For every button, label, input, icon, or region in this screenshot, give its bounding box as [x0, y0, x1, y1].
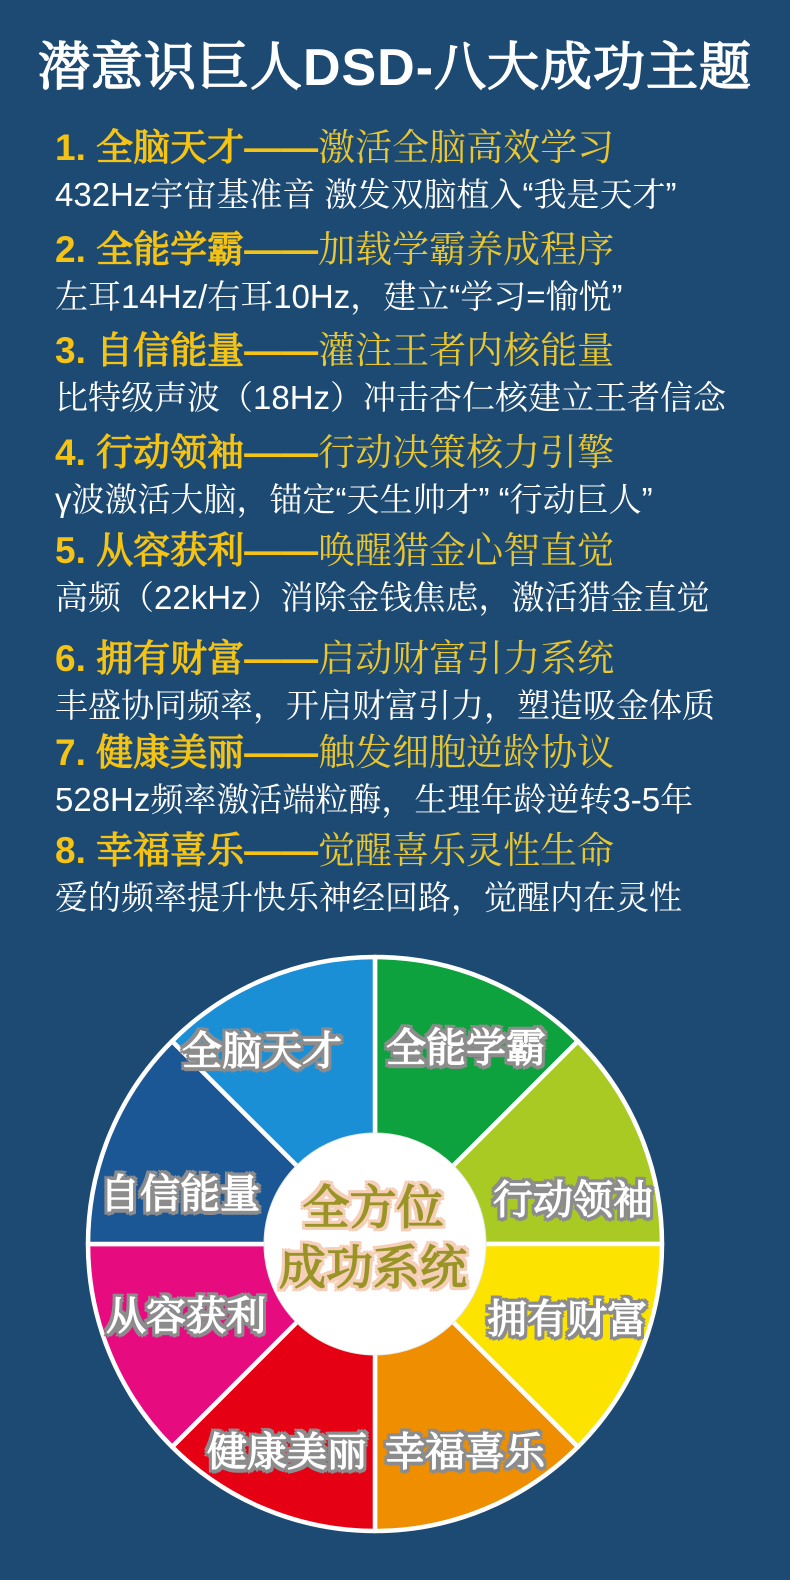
theme-number-and-name: 8. 幸福喜乐——: [55, 830, 319, 871]
wheel-segment-label-6: 从容获利: [106, 1294, 266, 1339]
theme-description: 528Hz频率激活端粒酶，生理年龄逆转3-5年: [55, 781, 694, 818]
theme-item: [55, 432, 653, 520]
wheel-segment-label-7: 自信能量: [100, 1172, 260, 1217]
theme-item: [55, 638, 715, 726]
theme-item: [55, 330, 726, 418]
wheel-segment-label-2: 行动领袖: [493, 1178, 653, 1223]
theme-tagline: 唤醒猎金心智直觉: [318, 530, 615, 571]
theme-number-and-name: 6. 拥有财富——: [55, 638, 319, 679]
wheel-segment-label-5: 健康美丽: [207, 1430, 367, 1475]
theme-heading: [55, 830, 682, 872]
theme-tagline: 触发细胞逆龄协议: [318, 732, 615, 773]
theme-tagline: 加载学霸养成程序: [318, 229, 615, 270]
theme-tagline: 启动财富引力系统: [318, 638, 615, 679]
theme-number-and-name: 7. 健康美丽——: [55, 732, 319, 773]
wheel-center-label: [279, 1178, 467, 1298]
theme-heading: [55, 229, 623, 271]
theme-number-and-name: 4. 行动领袖——: [55, 432, 319, 473]
theme-item: [55, 127, 677, 215]
theme-description: 高频（22kHz）消除金钱焦虑，激活猎金直觉: [55, 579, 710, 616]
wheel-segment-label-1: 全能学霸: [386, 1026, 546, 1071]
theme-heading: [55, 432, 653, 474]
theme-tagline: 行动决策核力引擎: [318, 432, 615, 473]
theme-heading: [55, 732, 693, 774]
theme-item: [55, 530, 710, 618]
theme-tagline: 灌注王者内核能量: [318, 330, 615, 371]
wheel-segment-label-3: 拥有财富: [487, 1297, 647, 1342]
theme-description: γ波激活大脑，锚定“天生帅才” “行动巨人”: [55, 481, 653, 518]
theme-number-and-name: 5. 从容获利——: [55, 530, 319, 571]
theme-item: [55, 732, 693, 820]
wheel-segment-label-4: 幸福喜乐: [385, 1430, 545, 1475]
page-title: 潜意识巨人DSD-八大成功主题: [37, 39, 753, 97]
theme-description: 比特级声波（18Hz）冲击杏仁核建立王者信念: [55, 379, 727, 416]
theme-item: [55, 830, 682, 918]
theme-number-and-name: 1. 全脑天才——: [55, 127, 319, 168]
theme-heading: [55, 127, 677, 169]
wheel-center-label-line1: 全方位: [302, 1181, 444, 1234]
theme-item: [55, 229, 623, 317]
theme-description: 432Hz宇宙基准音 激发双脑植入“我是天才”: [55, 176, 677, 213]
theme-heading: [55, 530, 710, 572]
wheel-center-label-line2: 成功系统: [279, 1241, 467, 1294]
theme-description: 爱的频率提升快乐神经回路，觉醒内在灵性: [55, 879, 682, 916]
theme-tagline: 觉醒喜乐灵性生命: [318, 830, 615, 871]
theme-description: 左耳14Hz/右耳10Hz，建立“学习=愉悦”: [55, 278, 623, 315]
theme-number-and-name: 3. 自信能量——: [55, 330, 319, 371]
wheel-segment-label-8: 全脑天才: [182, 1029, 342, 1074]
theme-tagline: 激活全脑高效学习: [318, 127, 615, 168]
theme-heading: [55, 638, 715, 680]
theme-description: 丰盛协同频率，开启财富引力，塑造吸金体质: [55, 687, 715, 724]
theme-number-and-name: 2. 全能学霸——: [55, 229, 319, 270]
theme-heading: [55, 330, 726, 372]
